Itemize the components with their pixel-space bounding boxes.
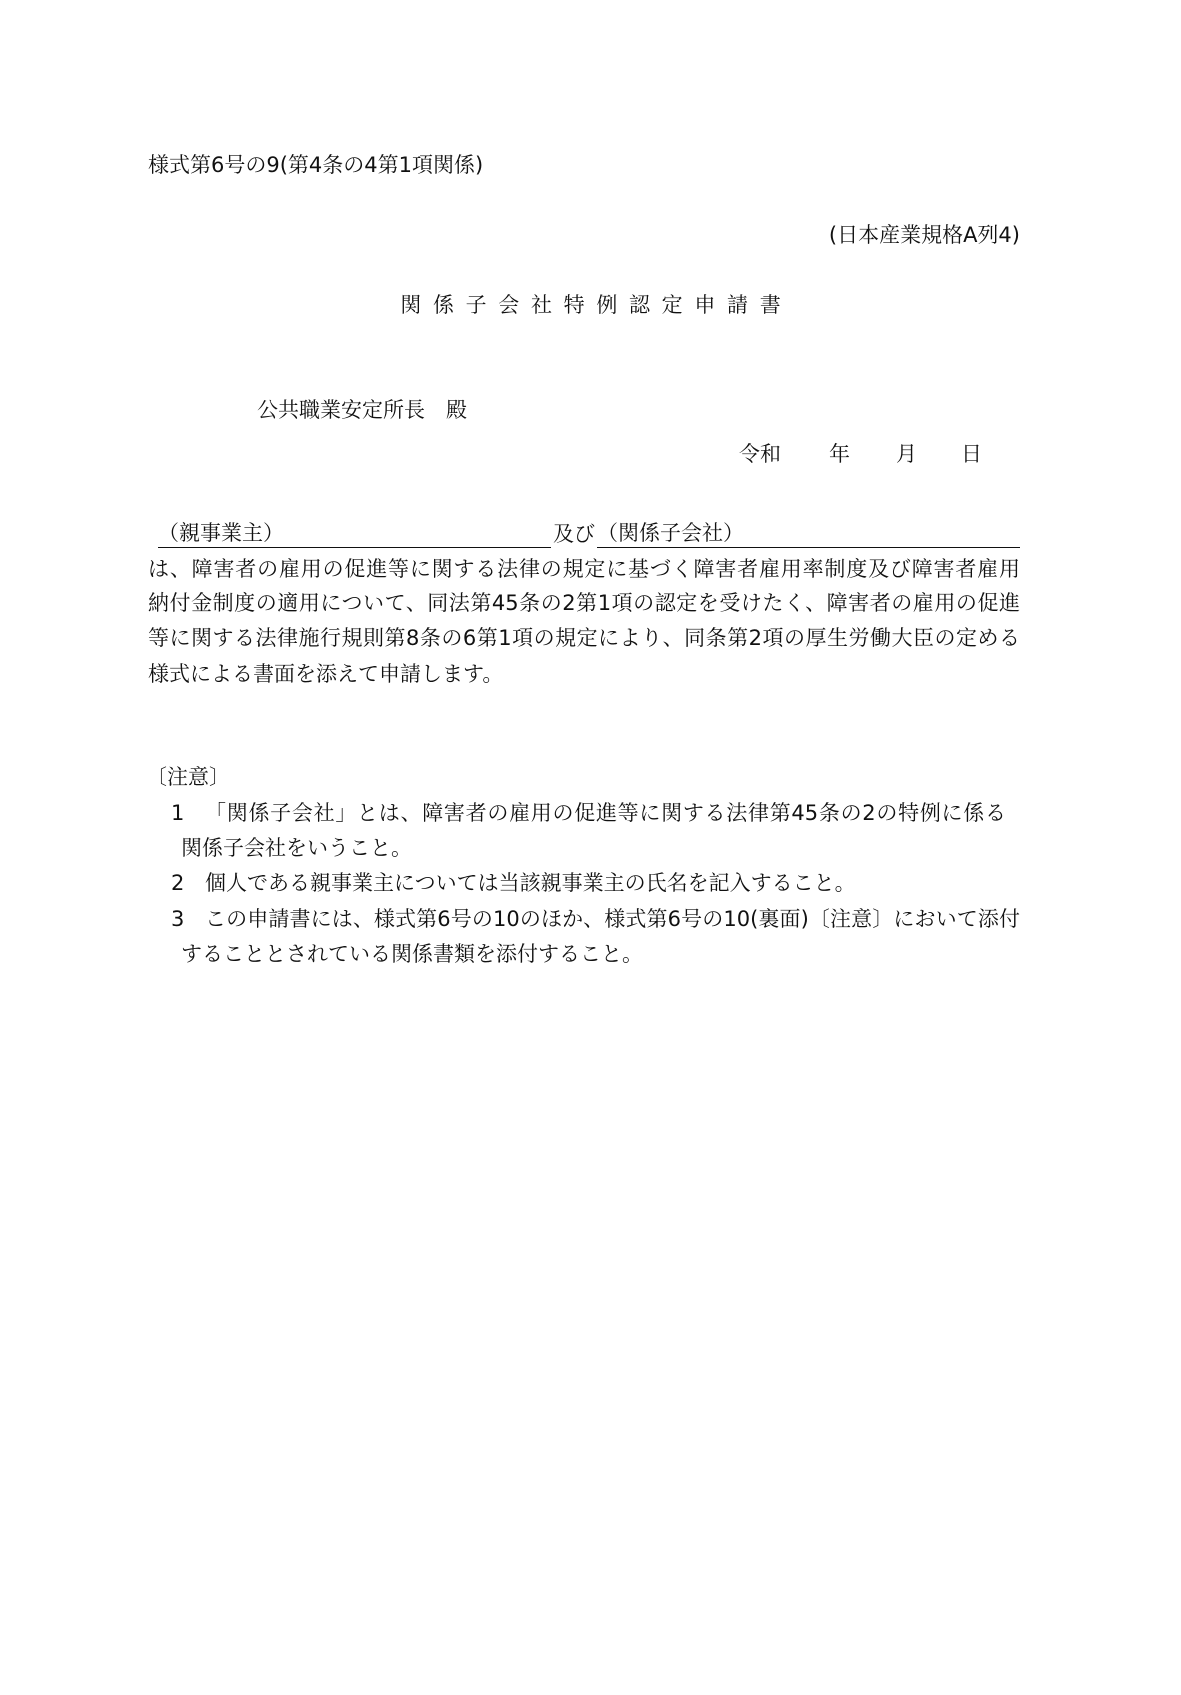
addressee: 公共職業安定所長 殿 — [257, 398, 467, 422]
paper-size-note: (日本産業規格A列4) — [828, 223, 1020, 247]
note-number: 3 — [171, 907, 185, 931]
parent-company-field: （親事業主） — [158, 521, 551, 548]
date-era: 令和 — [739, 442, 781, 466]
date-month-label: 月 — [896, 442, 917, 466]
note-text: 「関係子会社」とは、障害者の雇用の促進等に関する法律第45条の2の特例に係る — [205, 801, 1006, 825]
form-number: 様式第6号の9(第4条の4第1項関係) — [148, 153, 484, 177]
body-line: 等に関する法律施行規則第8条の6第1項の規定により、同条第2項の厚生労働大臣の定める — [148, 626, 1020, 650]
note-number: 2 — [171, 871, 185, 895]
body-line: は、障害者の雇用の促進等に関する法律の規定に基づく障害者雇用率制度及び障害者雇用 — [148, 557, 1020, 581]
note-number: 1 — [171, 801, 185, 825]
date-year-label: 年 — [829, 442, 850, 466]
note-text: この申請書には、様式第6号の10のほか、様式第6号の10(裏面)〔注意〕において添付 — [205, 907, 1020, 931]
parties-line — [158, 520, 1020, 548]
note-text-continued: することとされている関係書類を添付すること。 — [181, 942, 643, 966]
note-text-continued: 関係子会社をいうこと。 — [181, 836, 412, 860]
related-subsidiary-field: （関係子会社） — [597, 521, 1020, 548]
date-day-label: 日 — [961, 442, 982, 466]
notes-heading: 〔注意〕 — [146, 765, 230, 789]
document-title: 関 係 子 会 社 特 例 認 定 申 請 書 — [400, 293, 781, 317]
body-line: 納付金制度の適用について、同法第45条の2第1項の認定を受けたく、障害者の雇用の促進 — [148, 591, 1020, 615]
body-line: 様式による書面を添えて申請します。 — [148, 662, 504, 686]
parties-conjunction: 及び — [553, 522, 595, 546]
note-text: 個人である親事業主については当該親事業主の氏名を記入すること。 — [205, 871, 856, 895]
